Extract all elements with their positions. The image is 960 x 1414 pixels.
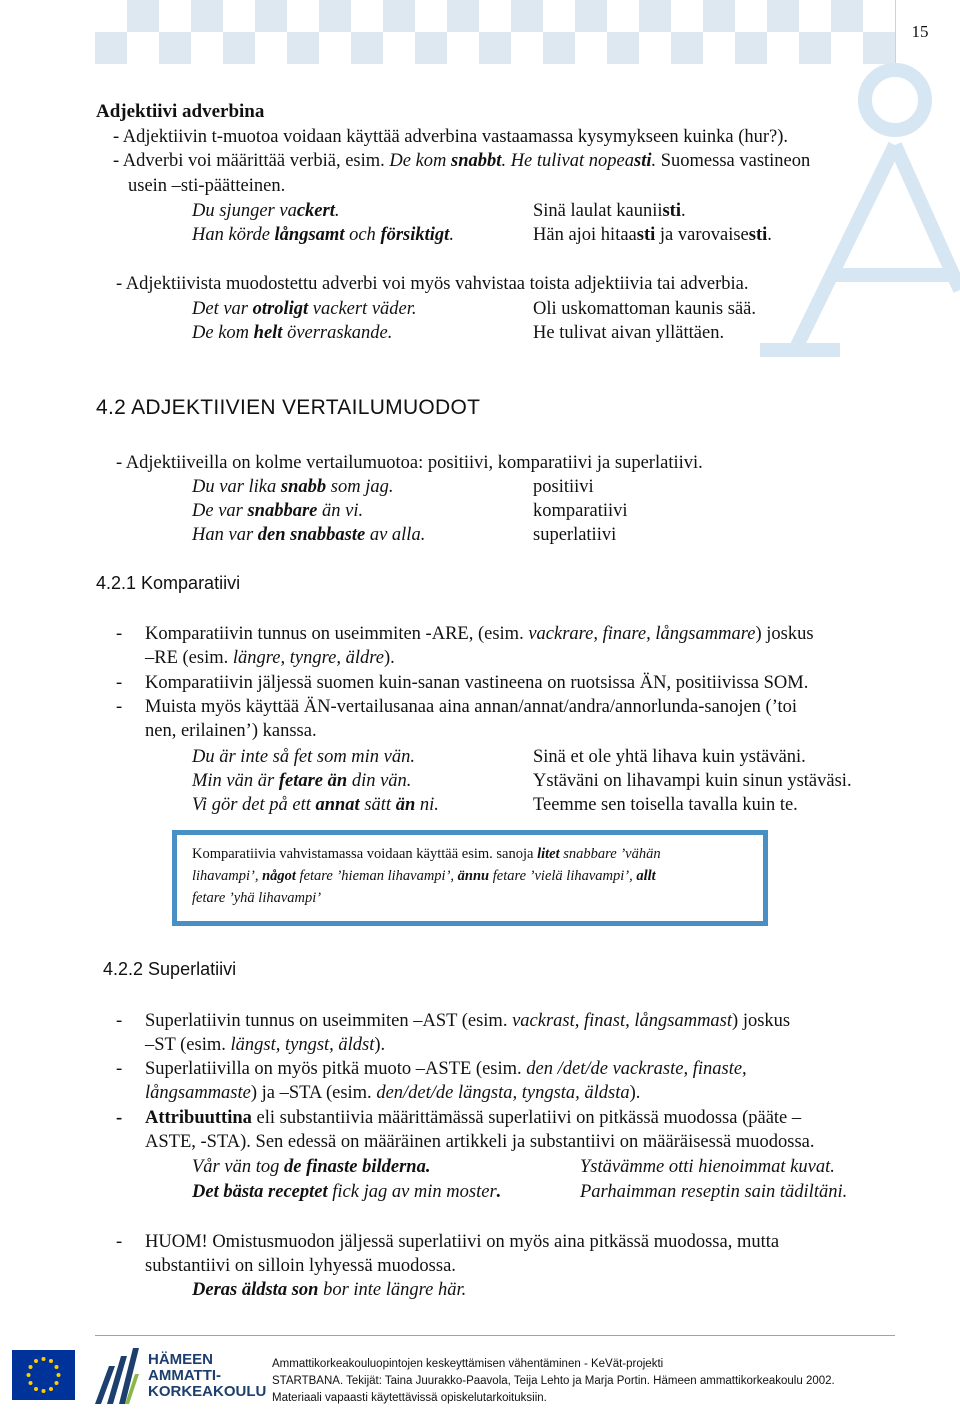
section-heading-4-2-2: 4.2.2 Superlatiivi bbox=[103, 959, 237, 979]
adverb-example-4-fi: He tulivat aivan yllättäen. bbox=[533, 323, 725, 343]
comparison-label-2: komparatiivi bbox=[533, 501, 628, 521]
comparison-label-3: superlatiivi bbox=[533, 525, 617, 545]
comparative-bullet-3-cont: nen, erilainen’) kanssa. bbox=[145, 721, 317, 741]
footer-line-1: Ammattikorkeakouluopintojen keskeyttämisen vähentäminen - KeVät-projekti bbox=[272, 1358, 664, 1370]
superlative-bullet-1-cont: –ST (esim. längst, tyngst, äldst). bbox=[145, 1035, 386, 1055]
adverb-line-4: - Adjektiivista muodostettu adverbi voi myös vahvistaa toista adjektiivia tai adverbia. bbox=[116, 274, 749, 294]
hamk-logo-icon bbox=[95, 1346, 141, 1404]
bullet-dash: - bbox=[116, 624, 123, 644]
adverb-example-3-fi: Oli uskomattoman kaunis sää. bbox=[533, 299, 756, 319]
comparative-example-2-fi: Ystäväni on lihavampi kuin sinun ystäväsi. bbox=[533, 771, 852, 791]
comparative-example-1-sv: Du är inte så fet som min vän. bbox=[192, 747, 416, 767]
superlative-bullet-4: HUOM! Omistusmuodon jäljessä superlatiivi on myös aina pitkässä muodossa, mutta bbox=[145, 1232, 780, 1252]
comparative-example-1-fi: Sinä et ole yhtä lihava kuin ystäväni. bbox=[533, 747, 806, 767]
adverb-line-1: - Adjektiivin t-muotoa voidaan käyttää adverbina vastaamassa kysymykseen kuinka (hur?). bbox=[113, 127, 789, 147]
comparative-bullet-1-cont: –RE (esim. längre, tyngre, äldre). bbox=[145, 648, 395, 668]
superlative-example-1-fi: Ystävämme otti hienoimmat kuvat. bbox=[580, 1157, 835, 1177]
superlative-bullet-3-cont: ASTE, -STA). Sen edessä on määräinen artikkeli ja substantiivi on määräisessä muodossa. bbox=[145, 1132, 815, 1152]
bullet-dash: - bbox=[116, 697, 123, 717]
adverb-example-1-fi: Sinä laulat kauniisti. bbox=[533, 201, 686, 221]
comparison-example-3: Han var den snabbaste av alla. bbox=[192, 525, 426, 545]
superlative-bullet-4-cont: substantiivi on silloin lyhyessä muodossa. bbox=[145, 1256, 456, 1276]
section-heading-4-2: 4.2 ADJEKTIIVIEN VERTAILUMUODOT bbox=[96, 396, 481, 419]
superlative-example-2-fi: Parhaimman reseptin sain tädiltäni. bbox=[580, 1182, 848, 1202]
bullet-dash: - bbox=[116, 673, 123, 693]
adverb-example-1-sv: Du sjunger vackert. bbox=[192, 201, 340, 221]
bullet-dash: - bbox=[116, 1059, 123, 1079]
comparative-bullet-1: Komparatiivin tunnus on useimmiten -ARE, (esim. vackrare, finare, långsammare) joskus bbox=[145, 624, 814, 644]
note-text: Komparatiivia vahvistamassa voidaan käyttää esim. sanoja litet snabbare ’vähän lihavampi’, något fetare ’hieman lihavampi’, ännu fetare ’vielä lihavampi’, allt fetare ’yhä lihavampi’ bbox=[192, 846, 661, 906]
comparative-bullet-3: Muista myös käyttää ÄN-vertailusanaa aina annan/annat/andra/annorlunda-sanojen (’toi bbox=[145, 697, 798, 717]
bullet-dash: - bbox=[116, 1232, 123, 1252]
section-heading-4-2-1: 4.2.1 Komparatiivi bbox=[96, 573, 241, 593]
bullet-dash: - bbox=[116, 1108, 123, 1128]
adverb-example-4-sv: De kom helt överraskande. bbox=[192, 323, 393, 343]
footer-line-3: Materiaali vapaasti käytettävissä opiskelutarkoituksiin. bbox=[272, 1392, 547, 1404]
comparison-label-1: positiivi bbox=[533, 477, 594, 497]
superlative-bullet-2: Superlatiivilla on myös pitkä muoto –ASTE (esim. den /det/de vackraste, finaste, bbox=[145, 1059, 747, 1079]
comparative-bullet-2: Komparatiivin jäljessä suomen kuin-sanan vastineena on ruotsissa ÄN, positiivissa SOM. bbox=[145, 673, 809, 693]
adverb-example-3-sv: Det var otroligt vackert väder. bbox=[192, 299, 417, 319]
superlative-example-3-sv: Deras äldsta son bor inte längre här. bbox=[192, 1280, 467, 1300]
adverb-example-2-fi: Hän ajoi hitaasti ja varovaisesti. bbox=[533, 225, 772, 245]
header-checker-band bbox=[95, 0, 895, 64]
adverb-example-2-sv: Han körde långsamt och försiktigt. bbox=[192, 225, 454, 245]
superlative-bullet-3: Attribuuttina eli substantiivia määrittämässä superlatiivi on pitkässä muodossa (pääte – bbox=[145, 1108, 802, 1128]
footer-rule bbox=[95, 1335, 895, 1336]
bullet-dash: - bbox=[116, 1011, 123, 1031]
adverb-line-2: - Adverbi voi määrittää verbiä, esim. De kom snabbt. He tulivat nopeasti. Suomessa vastineon bbox=[113, 151, 811, 171]
superlative-example-1-sv: Vår vän tog de finaste bilderna. bbox=[192, 1157, 431, 1177]
footer-line-2: STARTBANA. Tekijät: Taina Juurakko-Paavola, Teija Lehto ja Marja Portin. Hämeen ammattikorkeakoulu 2002. bbox=[272, 1375, 835, 1387]
superlative-bullet-1: Superlatiivin tunnus on useimmiten –AST (esim. vackrast, finast, långsammast) joskus bbox=[145, 1011, 791, 1031]
eu-flag-icon bbox=[12, 1350, 75, 1400]
section-heading-adverb: Adjektiivi adverbina bbox=[96, 101, 265, 122]
comparative-example-2-sv: Min vän är fetare än din vän. bbox=[192, 771, 412, 791]
comparative-example-3-fi: Teemme sen toisella tavalla kuin te. bbox=[533, 795, 798, 815]
hamk-logo-text: HÄMEEN AMMATTI- KORKEAKOULU bbox=[148, 1351, 267, 1400]
adverb-line-3: usein –sti-päätteinen. bbox=[128, 176, 286, 196]
comparison-example-2: De var snabbare än vi. bbox=[192, 501, 364, 521]
comparison-intro: - Adjektiiveilla on kolme vertailumuotoa: positiivi, komparatiivi ja superlatiivi. bbox=[116, 453, 703, 473]
comparative-example-3-sv: Vi gör det på ett annat sätt än ni. bbox=[192, 795, 439, 815]
comparison-example-1: Du var lika snabb som jag. bbox=[192, 477, 394, 497]
superlative-example-2-sv: Det bästa receptet fick jag av min moster. bbox=[192, 1182, 502, 1202]
superlative-bullet-2-cont: långsammaste) ja –STA (esim. den/det/de längsta, tyngsta, äldsta). bbox=[145, 1083, 641, 1103]
page-number: 15 bbox=[911, 22, 929, 41]
